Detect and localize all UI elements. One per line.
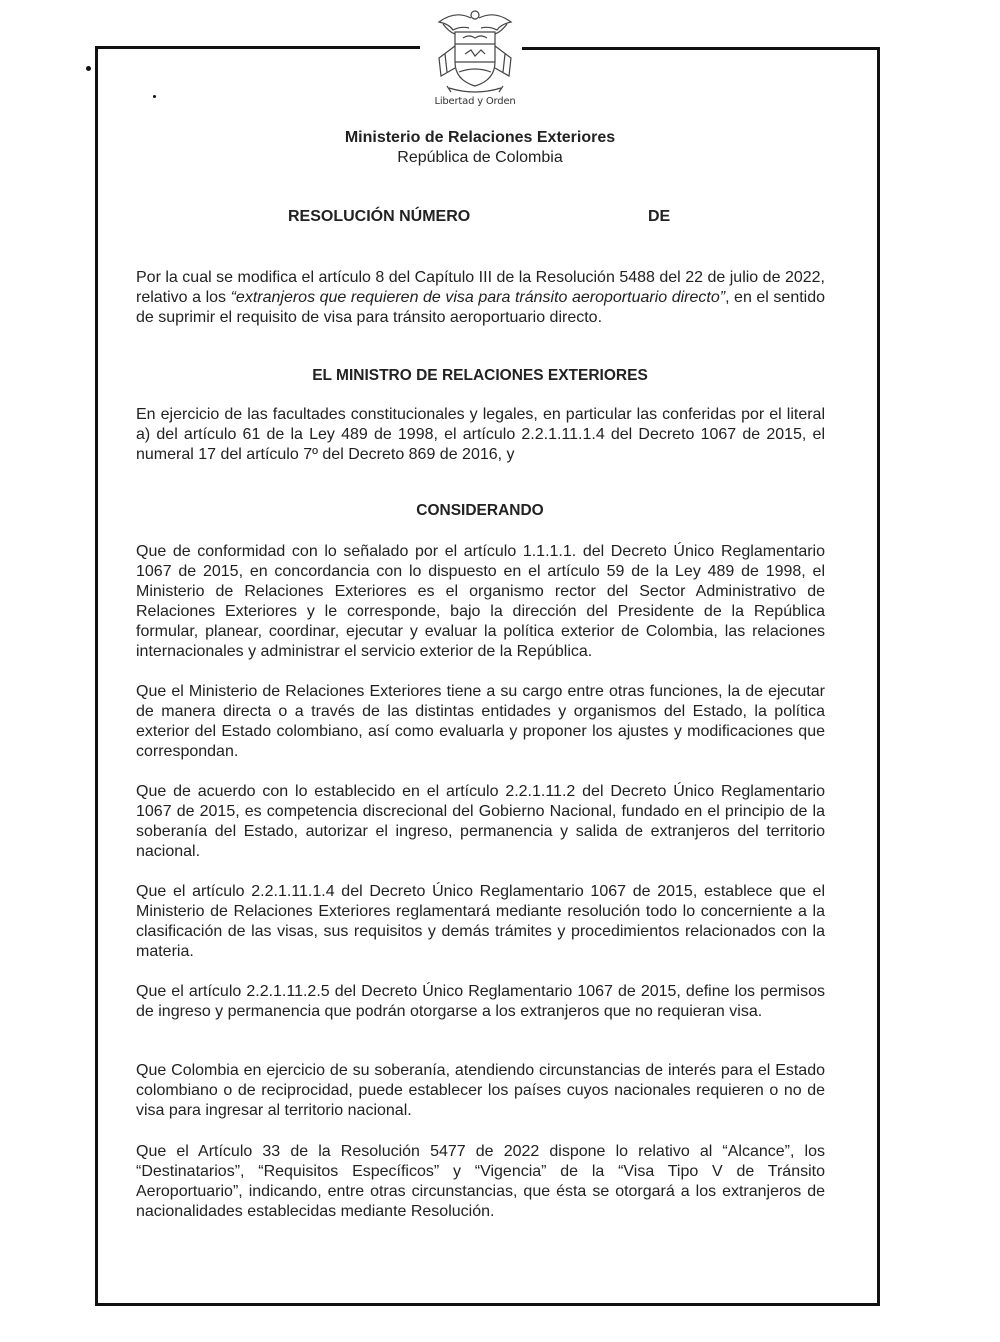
resolution-number-label: RESOLUCIÓN NÚMERO xyxy=(288,208,471,225)
considerando-paragraph: Que Colombia en ejercicio de su soberanía, atendiendo circunstancias de interés para el Estado colombiano o de reciprocidad, puede establecer los países cuyos nacionales requieren o no de visa para ingresar al territorio nacional. xyxy=(136,1062,825,1119)
considerando-paragraph: Que el Artículo 33 de la Resolución 5477 de 2022 dispone lo relativo al “Alcance”, los “Destinatarios”, “Requisitos Específicos” y “Vigencia” de la “Visa Tipo V de Tránsito Aeroportuario”, indicando, entre otras circunstancias, que ésta se otorgará a los extranjeros de nacionalidades establecidas mediante Resolución. xyxy=(136,1143,825,1220)
minister-heading: EL MINISTRO DE RELACIONES EXTERIORES xyxy=(312,367,648,384)
frame-left xyxy=(95,46,98,1306)
frame-top-right xyxy=(522,47,880,50)
resolution-date-label: DE xyxy=(648,208,671,225)
coat-of-arms-seal xyxy=(425,6,525,98)
frame-right xyxy=(877,47,880,1306)
considerando-paragraph: Que el artículo 2.2.1.11.2.5 del Decreto Único Reglamentario 1067 de 2015, define los permisos de ingreso y permanencia que podrán otorgarse a los extranjeros que no requieran visa. xyxy=(136,983,825,1020)
frame-top-left xyxy=(95,46,420,49)
motto-text: Libertad y Orden xyxy=(434,96,516,107)
ministry-name: Ministerio de Relaciones Exteriores xyxy=(344,129,616,146)
summary-text-1: Por la cual se modifica el artículo 8 del Capítulo III de la Resolución 5488 del 22 de julio de 2022, relativo a los xyxy=(136,269,825,306)
frame-bottom xyxy=(95,1303,880,1306)
considerando-paragraph: Que de conformidad con lo señalado por el artículo 1.1.1.1. del Decreto Único Reglamentario 1067 de 2015, en concordancia con lo dispuesto en el artículo 59 de la Ley 489 de 1998, el Ministerio de Relaciones Exteriores es el organismo rector del Sector Administrativo de Relaciones Exteriores y le corresponde, bajo la dirección del Presidente de la República formular, planear, coordinar, ejecutar y evaluar la política exterior de Colombia, las relaciones internacionales y administrar el servicio exterior de la República. xyxy=(136,543,825,660)
considerando-paragraph: Que de acuerdo con lo establecido en el artículo 2.2.1.11.2 del Decreto Único Reglamentario 1067 de 2015, es competencia discrecional del Gobierno Nacional, fundado en el principio de la soberanía del Estado, autorizar el ingreso, permanencia y salida de extranjeros del territorio nacional. xyxy=(136,783,825,860)
margin-dot xyxy=(86,66,91,71)
powers-paragraph: En ejercicio de las facultades constitucionales y legales, en particular las conferidas por el literal a) del artículo 61 de la Ley 489 de 1998, el artículo 2.2.1.11.1.4 del Decreto 1067 de 2015, el numeral 17 del artículo 7º del Decreto 869 de 2016, y xyxy=(136,406,825,463)
summary-text-2: , en el sentido de suprimir el requisito de visa para tránsito aeroportuario directo. xyxy=(136,289,826,326)
considerando-paragraph: Que el artículo 2.2.1.11.1.4 del Decreto Único Reglamentario 1067 de 2015, establece que el Ministerio de Relaciones Exteriores reglamentará mediante resolución todo lo concerniente a la clasificación de las visas, sus requisitos y demás trámites y procedimientos relacionados con la materia. xyxy=(136,883,825,960)
considerando-paragraph: Que el Ministerio de Relaciones Exteriores tiene a su cargo entre otras funciones, la de ejecutar de manera directa o a través de las distintas entidades y organismos del Estado, la política exterior del Estado colombiano, así como evaluarla y proponer los ajustes y modificaciones que correspondan. xyxy=(136,683,825,760)
summary-italic-quote: “extranjeros que requieren de visa para tránsito aeroportuario directo” xyxy=(230,289,726,306)
resolution-summary xyxy=(136,268,825,328)
republic-name: República de Colombia xyxy=(397,149,563,166)
considerando-heading: CONSIDERANDO xyxy=(416,502,544,519)
margin-speck xyxy=(153,95,156,98)
